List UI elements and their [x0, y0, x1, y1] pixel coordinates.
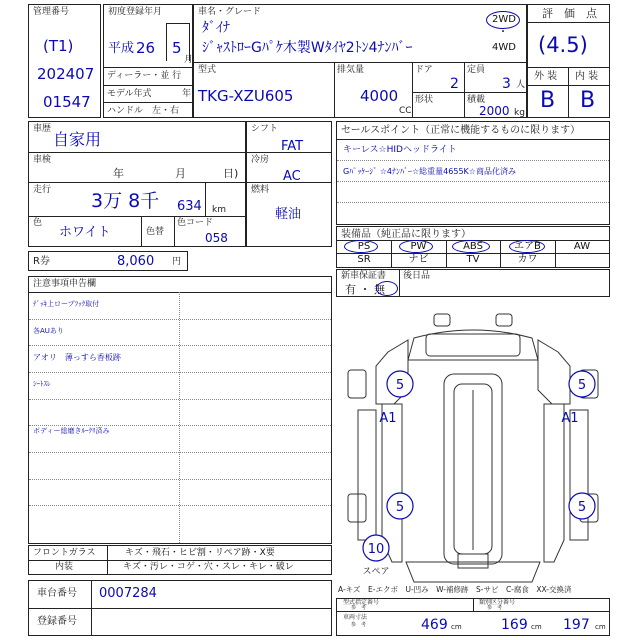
new-warranty-label: 新車保証書	[341, 271, 387, 281]
model-year-label: モデル年式	[107, 89, 152, 99]
interior-value: キズ・汚レ・コゲ・穴・スレ・キレ・破レ	[123, 562, 294, 572]
equip-pw: PW	[410, 241, 427, 252]
spare-label: スペア	[362, 567, 390, 577]
notes-box	[28, 276, 332, 544]
mileage-small: 634	[177, 199, 202, 214]
dimensions-ref: 参 考	[351, 622, 367, 628]
regnum-label: 登録番号	[37, 616, 77, 627]
drive-dot: ・	[498, 27, 508, 38]
front-glass-label: フロントガラス	[33, 548, 96, 558]
shape-label: 形状	[415, 95, 434, 105]
recycle-value: 8,060	[117, 254, 155, 269]
cc-unit: CC	[399, 106, 412, 116]
color-code: 058	[205, 231, 228, 245]
displacement: 4000	[360, 87, 399, 105]
int-grade: B	[580, 88, 596, 113]
rating-score: (4.5)	[538, 33, 588, 57]
class-number-label: 類別区分番号	[479, 599, 516, 606]
dimensions-label: 車両寸法	[343, 614, 368, 621]
equip-abs: ABS	[463, 241, 483, 252]
capacity-unit: 人	[516, 80, 526, 90]
note-2: 各AUあり	[33, 327, 64, 335]
doors: 2	[450, 76, 459, 92]
doors-label: ドア	[415, 65, 433, 75]
inner-box	[28, 545, 332, 575]
sales-label: セールスポイント（正常に機能するものに限ります）	[341, 125, 581, 136]
shaken-day: 日)	[223, 167, 239, 180]
shaken-label: 車検	[33, 155, 52, 165]
color-value: ホワイト	[59, 225, 111, 240]
note-3: アオリ 薄っすら香板跡	[33, 353, 121, 362]
displacement-label: 排気量	[337, 65, 365, 75]
load: 2000	[479, 104, 510, 118]
history-label: 車歴	[33, 124, 52, 134]
color-change-label: 色替	[146, 227, 165, 237]
color-label: 色	[33, 218, 43, 228]
capacity: 3	[502, 76, 511, 92]
chassis-label: 車台番号	[37, 588, 77, 599]
after-item-label: 後日品	[403, 271, 431, 281]
int-label: 内 装	[575, 71, 599, 82]
chassis-box	[28, 580, 332, 636]
interior-label: 内装	[55, 562, 74, 572]
equipment-box	[336, 226, 610, 268]
mgmt-label: 管理番号	[33, 7, 70, 17]
ac-value: AC	[283, 169, 301, 184]
recycle-box	[28, 251, 188, 271]
equip-sr: SR	[357, 254, 371, 265]
capacity-label: 定員	[467, 65, 486, 75]
type-number-ref: 参 考	[351, 605, 367, 611]
warranty-box	[336, 269, 610, 297]
dim-length-unit: cm	[451, 623, 462, 631]
fuel-value: 軽油	[275, 207, 302, 222]
history-value: 自家用	[53, 130, 102, 149]
equip-aw: AW	[573, 241, 591, 252]
mark-rear-left: 5	[395, 500, 405, 515]
mark-rear-right: 5	[577, 500, 587, 515]
model-code: TKG-XZU605	[198, 87, 294, 105]
notes-label: 注意事項申告欄	[33, 279, 97, 289]
shaken-month: 月	[175, 167, 186, 180]
model-year-unit: 年	[182, 89, 192, 99]
front-glass-value: キズ・飛石・ヒビ割・リペア跡・X要	[125, 548, 275, 558]
type-number-label: 型式指定番号	[343, 599, 380, 606]
dimensions-box	[336, 598, 610, 636]
mark-right-side: A1	[561, 411, 579, 426]
shift-label: シフト	[251, 124, 279, 134]
car-name-line2: ｼﾞｬｽﾄﾛｰGﾊﾟｹ木製Wﾀｲﾔ2ﾄﾝ4ﾅﾝﾊﾞｰ	[202, 40, 413, 56]
inspection-box	[28, 121, 246, 247]
fuel-label: 燃料	[251, 185, 270, 195]
dim-height: 169	[501, 617, 528, 633]
kg-unit: kg	[514, 108, 525, 118]
km-unit: km	[212, 205, 226, 215]
mileage-label: 走行	[33, 185, 52, 195]
color-code-label: 色コード	[177, 218, 214, 228]
month-unit: 月	[184, 55, 194, 65]
ext-label: 外 装	[534, 71, 558, 82]
equip-ps: PS	[357, 241, 371, 252]
era: 平成	[108, 41, 135, 56]
mgmt-box	[28, 4, 101, 118]
mgmt-line-3: 01547	[43, 93, 91, 111]
drive-4wd: 4WD	[492, 42, 516, 53]
car-name-line1: ﾀﾞｲﾅ	[202, 20, 230, 36]
equipment-label: 装備品（純正品に限ります）	[341, 229, 471, 240]
new-warranty-value: 有 ・ 無	[345, 283, 385, 296]
dealer-label: ディーラー・並 行	[107, 71, 182, 81]
note-1: ﾃﾞｯｷ上ロープﾌｯｸ取付	[33, 300, 100, 308]
drive-2wd: 2WD	[492, 14, 516, 25]
spec-box	[246, 121, 332, 247]
car-name-label: 車名・グレード	[198, 7, 262, 17]
ext-grade: B	[540, 88, 556, 113]
equip-navi: ナビ	[408, 254, 429, 265]
ac-label: 冷房	[251, 155, 270, 165]
note-5: ボディー総磨きﾙｰｸﾘ済み	[33, 427, 110, 435]
class-number-ref: 参 考	[487, 605, 503, 611]
sales-line-1: キーレス☆HIDヘッドライト	[343, 145, 457, 155]
rating-label: 評 価 点	[542, 7, 597, 20]
mark-front-right: 5	[577, 378, 587, 393]
equip-airbag: エアB	[514, 241, 541, 252]
registration-box	[103, 4, 193, 118]
dim-width: 197	[563, 617, 590, 633]
mark-left-side: A1	[379, 411, 397, 426]
mgmt-line-2: 202407	[37, 65, 95, 83]
mgmt-line-1: (T1)	[43, 37, 74, 55]
vehicle-damage-diagram	[336, 300, 610, 596]
reg-year: 26	[136, 39, 156, 57]
mark-front-left: 5	[395, 378, 405, 393]
dim-width-unit: cm	[595, 623, 606, 631]
sales-box	[336, 121, 610, 225]
shaken-year: 年	[113, 167, 124, 180]
dim-length: 469	[421, 617, 448, 633]
rating-box	[527, 4, 610, 118]
note-4: ｼｰﾄｽﾚ	[33, 380, 51, 388]
sales-line-2: Gﾊﾟｯｹｰｼﾞ ☆4ﾅﾝﾊﾞｰ☆総重量4655K☆商品化済み	[343, 167, 516, 176]
chassis-value: 0007284	[99, 586, 157, 601]
recycle-unit: 円	[172, 257, 182, 267]
load-label: 積載	[467, 95, 486, 105]
mark-spare: 10	[367, 542, 385, 557]
dim-height-unit: cm	[531, 623, 542, 631]
recycle-label: R券	[33, 256, 50, 267]
first-reg-label: 初度登録年月	[108, 7, 163, 17]
damage-legend: A-キズ E-エクボ U-凹み W-補修跡 S-サビ C-腐食 XX-交換済	[338, 585, 572, 594]
mileage-big: 3万 8千	[91, 190, 160, 212]
shift-value: FAT	[281, 139, 304, 154]
handle-label: ハンドル 左・右	[107, 106, 180, 116]
model-label: 型式	[198, 65, 217, 75]
reg-month: 5	[172, 39, 182, 57]
car-box	[193, 4, 527, 118]
equip-leather: カワ	[517, 254, 538, 265]
equip-tv: TV	[466, 254, 480, 265]
